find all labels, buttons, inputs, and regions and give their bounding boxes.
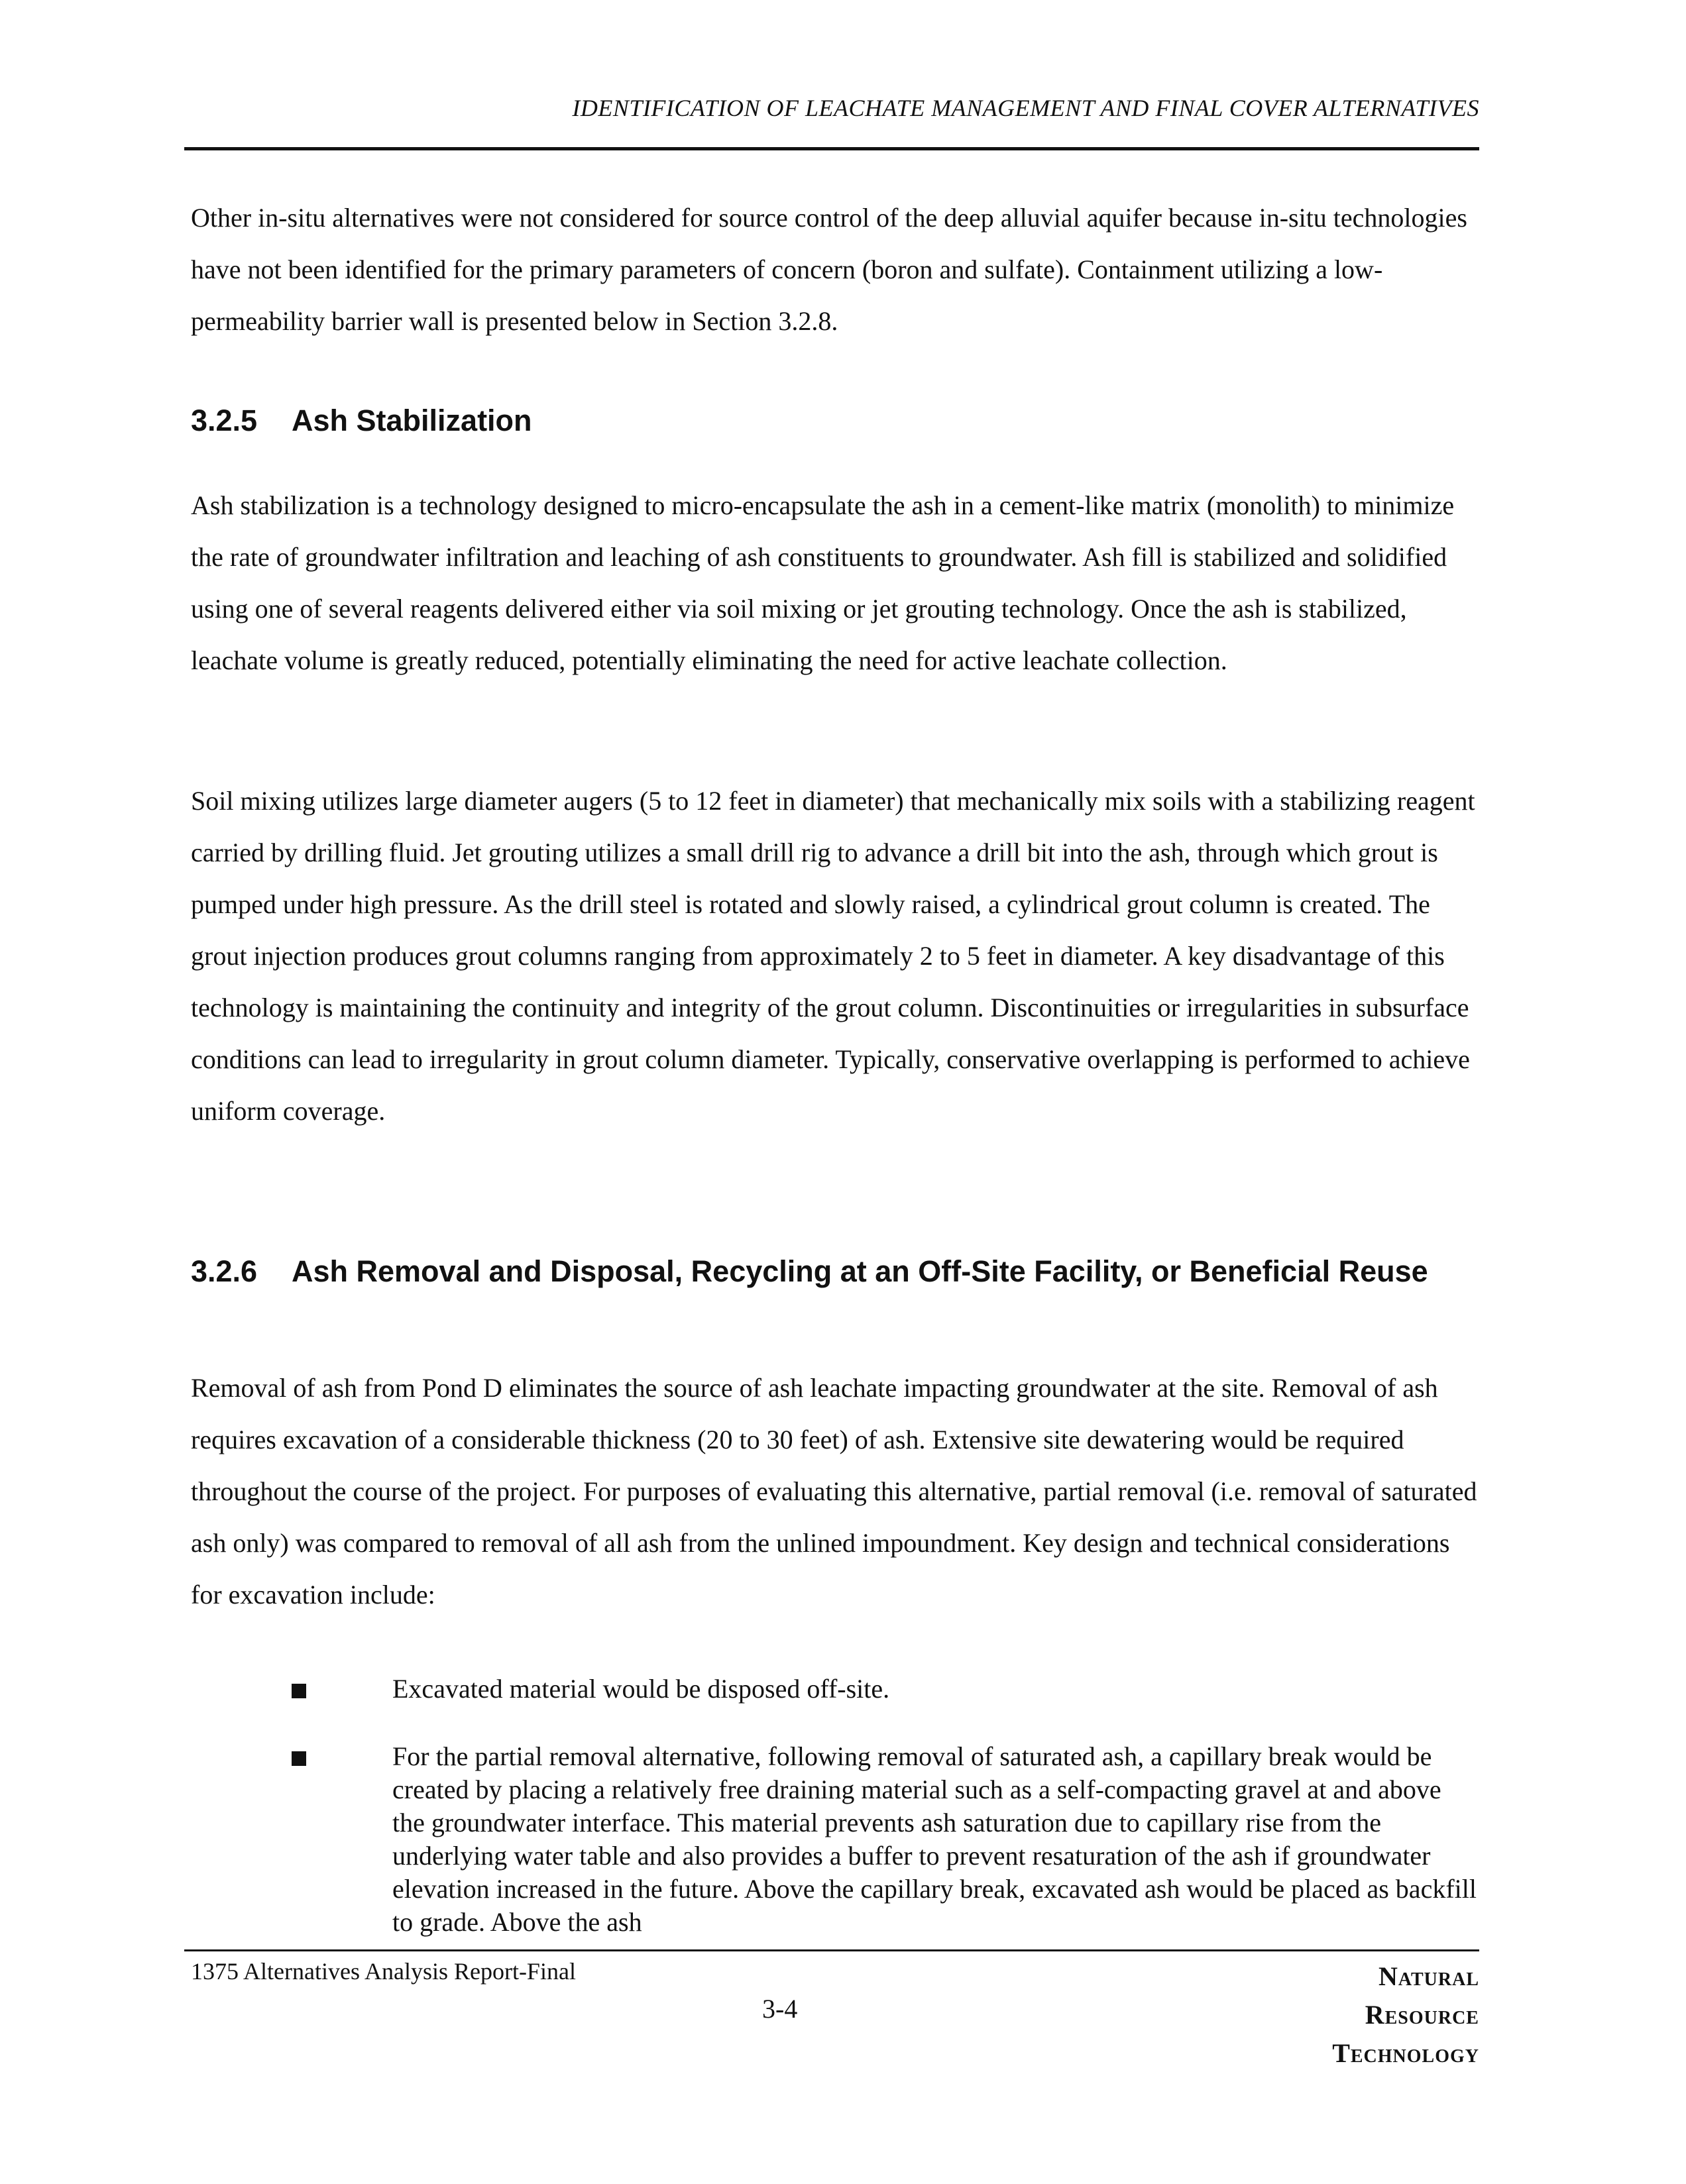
ash-removal-paragraph: Removal of ash from Pond D eliminates the source of ash leachate impacting groundwater at the site. Removal of ash requires excavation of a considerable thickness (20 to 30 feet) of ash. Extensive site dewatering would be required throughout the course of the project. For purposes of evaluating this alternative, partial removal (i.e. removal of saturated ash only) was compared to removal of all ash from the unlined impoundment. Key design and technical considerations for excavation include: xyxy=(191,1373,1477,1610)
list-item xyxy=(292,1672,1478,1706)
square-bullet-icon xyxy=(292,1684,306,1698)
section-number: 3.2.6 xyxy=(191,1254,258,1288)
company-line: Resource xyxy=(1365,2000,1479,2030)
section-title: Ash Removal and Disposal, Recycling at an Off-Site Facility, or Beneficial Reuse xyxy=(292,1254,1428,1288)
running-header: IDENTIFICATION OF LEACHATE MANAGEMENT AND FINAL COVER ALTERNATIVES xyxy=(572,95,1479,121)
section-3-2-6-heading xyxy=(191,1254,1479,1289)
section-number: 3.2.5 xyxy=(191,404,258,437)
intro-paragraph: Other in-situ alternatives were not considered for source control of the deep alluvial aquifer because in-situ technologies have not been identified for the primary parameters of concern (boron and sulfate). Containment utilizing a low-permeability barrier wall is presented below in Section 3.2.8. xyxy=(191,203,1467,336)
ash-stabilization-paragraph-2: Soil mixing utilizes large diameter augers (5 to 12 feet in diameter) that mechanically mix soils with a stabilizing reagent carried by drilling fluid. Jet grouting utilizes a small drill rig to advance a drill bit into the ash, through which grout is pumped under high pressure. As the drill steel is rotated and slowly raised, a cylindrical grout column is created. The grout injection produces grout columns ranging from approximately 2 to 5 feet in diameter. A key disadvantage of this technology is maintaining the continuity and integrity of the grout column. Discontinuities or irregularities in subsurface conditions can lead to irregularity in grout column diameter. Typically, conservative overlapping is performed to achieve uniform coverage. xyxy=(191,786,1475,1126)
footer-rule xyxy=(184,1949,1479,1951)
page-number: 3-4 xyxy=(762,1994,798,2024)
section-3-2-5-heading xyxy=(191,403,1479,439)
list-item-text: Excavated material would be disposed off-site. xyxy=(392,1674,890,1704)
header-rule xyxy=(184,147,1479,150)
company-name xyxy=(1214,1957,1479,2073)
section-title: Ash Stabilization xyxy=(292,404,532,437)
company-line: Natural xyxy=(1378,1961,1479,1991)
ash-stabilization-paragraph-1: Ash stabilization is a technology designed to micro-encapsulate the ash in a cement-like matrix (monolith) to minimize the rate of groundwater infiltration and leaching of ash constituents to groundwater. Ash fill is stabilized and solidified using one of several reagents delivered either via soil mixing or jet grouting technology. Once the ash is stabilized, leachate volume is greatly reduced, potentially eliminating the need for active leachate collection. xyxy=(191,490,1455,675)
footer-report-title: 1375 Alternatives Analysis Report-Final xyxy=(191,1958,576,1985)
square-bullet-icon xyxy=(292,1751,306,1766)
list-item xyxy=(292,1740,1478,1939)
list-item-text: For the partial removal alternative, following removal of saturated ash, a capillary break would be created by placing a relatively free draining material such as a self-compacting gravel at and above the groundwater interface. This material prevents ash saturation due to capillary rise from the underlying water table and also provides a buffer to prevent resaturation of the ash if groundwater elevation increased in the future. Above the capillary break, excavated ash would be placed as backfill to grade. Above the ash xyxy=(392,1741,1477,1937)
company-line: Technology xyxy=(1332,2038,1479,2068)
